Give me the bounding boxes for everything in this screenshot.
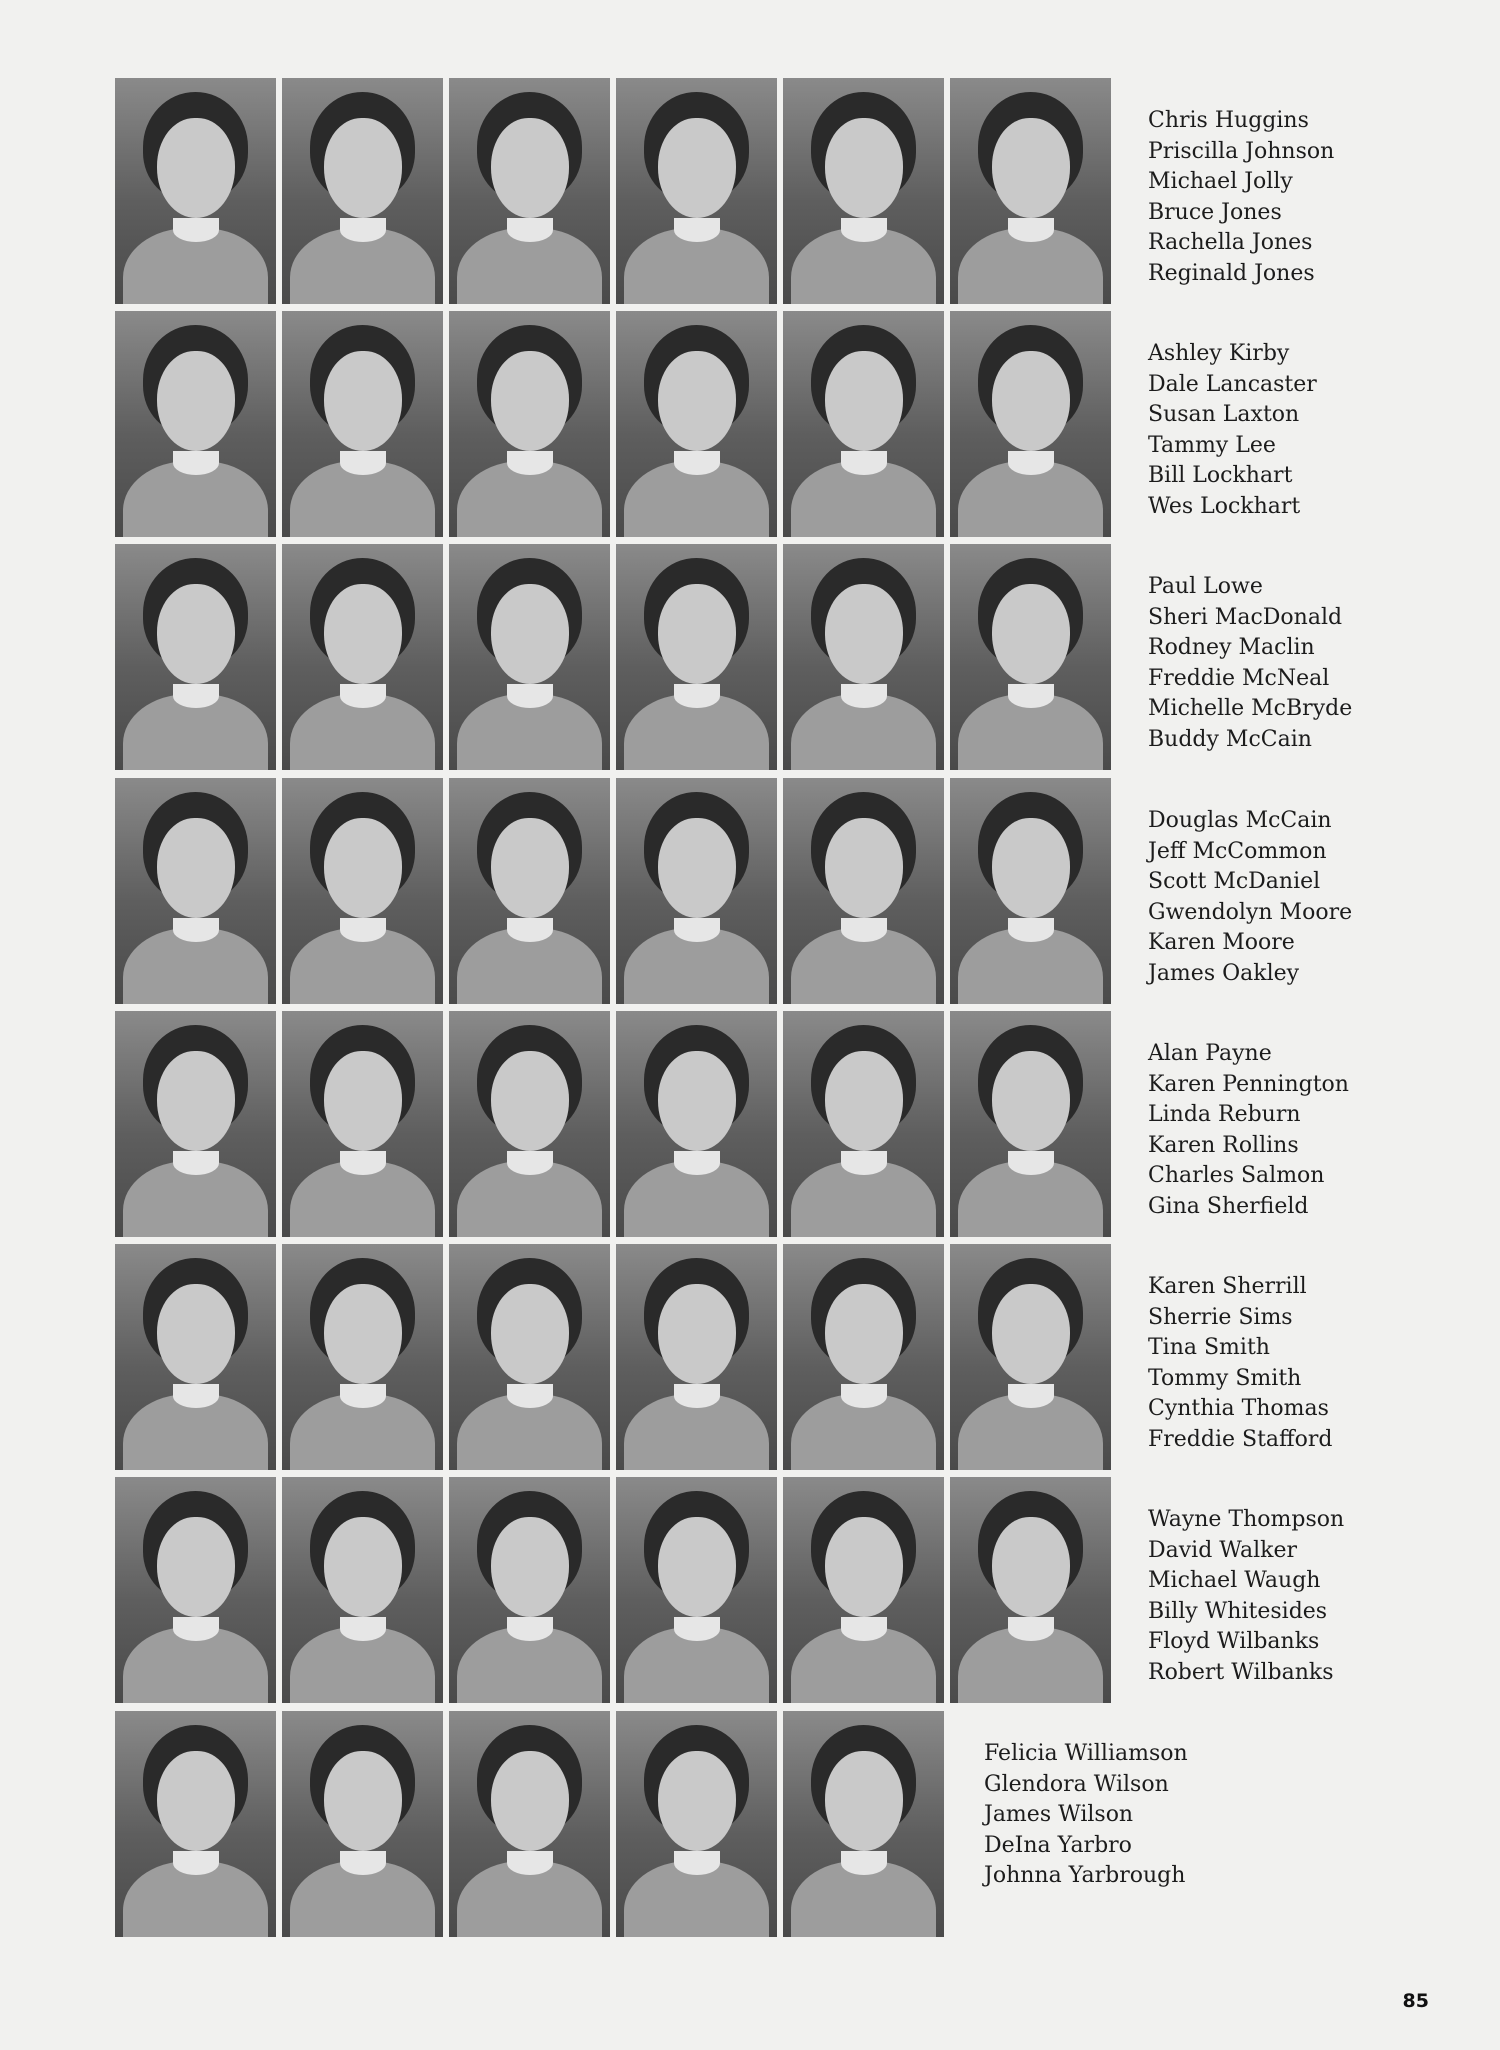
portrait-collar xyxy=(340,1384,386,1408)
student-name: Paul Lowe xyxy=(1148,574,1263,599)
portrait-face xyxy=(825,1517,903,1617)
portrait-collar xyxy=(507,451,553,475)
student-name: Gina Sherfield xyxy=(1148,1193,1309,1219)
portrait-collar xyxy=(674,1151,720,1175)
portrait-face xyxy=(324,1051,402,1151)
portrait-face xyxy=(157,818,235,918)
student-name: Felicia Williamson xyxy=(984,1741,1188,1766)
portrait-face xyxy=(992,118,1070,218)
student-portrait xyxy=(282,1244,443,1470)
student-name: Glendora Wilson xyxy=(984,1771,1169,1797)
portrait-face xyxy=(658,1517,736,1617)
portrait-face xyxy=(491,118,569,218)
portrait-face xyxy=(157,1751,235,1851)
portrait-collar xyxy=(841,1617,887,1641)
portrait-face xyxy=(491,1051,569,1151)
portrait-collar xyxy=(173,1617,219,1641)
portrait-collar xyxy=(340,1617,386,1641)
portrait-collar xyxy=(173,451,219,475)
student-portrait xyxy=(950,1011,1111,1237)
portrait-face xyxy=(992,351,1070,451)
student-portrait xyxy=(449,1011,610,1237)
student-name: Buddy McCain xyxy=(1148,726,1312,752)
student-portrait xyxy=(783,544,944,770)
student-portrait xyxy=(282,778,443,1004)
portrait-face xyxy=(658,818,736,918)
student-name: DeIna Yarbro xyxy=(984,1832,1132,1858)
portrait-face xyxy=(324,818,402,918)
student-portrait xyxy=(616,1011,777,1237)
student-name: Michael Waugh xyxy=(1148,1568,1321,1593)
student-portrait xyxy=(115,311,276,537)
student-portrait xyxy=(449,1711,610,1937)
portrait-collar xyxy=(674,1851,720,1875)
student-portrait xyxy=(449,1477,610,1703)
student-portrait xyxy=(115,778,276,1004)
student-name: James Oakley xyxy=(1148,960,1300,986)
student-name: Karen Moore xyxy=(1148,930,1295,955)
photo-row xyxy=(115,778,1415,1004)
portrait-collar xyxy=(507,684,553,708)
student-name: Alan Payne xyxy=(1148,1041,1272,1066)
student-name: James Wilson xyxy=(984,1802,1134,1827)
portrait-collar xyxy=(841,451,887,475)
student-name: Karen Sherrill xyxy=(1148,1274,1307,1299)
portrait-collar xyxy=(173,1151,219,1175)
portrait-face xyxy=(491,584,569,684)
student-name-list xyxy=(984,1739,1188,1892)
portrait-face xyxy=(825,1051,903,1151)
portrait-face xyxy=(324,1517,402,1617)
student-name: Charles Salmon xyxy=(1148,1163,1325,1188)
student-portrait xyxy=(282,544,443,770)
student-name: Sheri MacDonald xyxy=(1148,604,1343,630)
student-portrait xyxy=(449,311,610,537)
student-name: Ashley Kirby xyxy=(1148,341,1290,366)
portrait-collar xyxy=(1008,1617,1054,1641)
student-name-list xyxy=(1148,1039,1349,1222)
portrait-collar xyxy=(507,1384,553,1408)
portrait-face xyxy=(324,1751,402,1851)
portrait-collar xyxy=(507,218,553,242)
student-name: Johnna Yarbrough xyxy=(984,1863,1186,1888)
student-portrait xyxy=(950,778,1111,1004)
photo-row xyxy=(115,544,1415,770)
student-name: Freddie McNeal xyxy=(1148,665,1330,691)
student-portrait xyxy=(616,1711,777,1937)
photo-row xyxy=(115,1011,1415,1237)
portrait-face xyxy=(157,584,235,684)
student-portrait xyxy=(783,311,944,537)
student-portrait xyxy=(282,1477,443,1703)
student-portrait xyxy=(783,778,944,1004)
photo-row xyxy=(115,1711,1415,1937)
student-name: Michelle McBryde xyxy=(1148,696,1353,721)
student-portrait xyxy=(115,1711,276,1937)
portrait-face xyxy=(825,351,903,451)
portrait-collar xyxy=(674,1384,720,1408)
student-name: Scott McDaniel xyxy=(1148,869,1321,894)
student-name: Billy Whitesides xyxy=(1148,1598,1328,1624)
student-name: Jeff McCommon xyxy=(1148,838,1327,864)
student-portrait xyxy=(616,1244,777,1470)
portrait-face xyxy=(157,351,235,451)
student-name: Tommy Smith xyxy=(1148,1365,1302,1391)
student-portrait xyxy=(950,78,1111,304)
student-portrait xyxy=(783,1011,944,1237)
portrait-face xyxy=(825,1284,903,1384)
student-name: Wes Lockhart xyxy=(1148,493,1301,519)
student-portrait xyxy=(783,1244,944,1470)
portrait-face xyxy=(157,1517,235,1617)
student-portrait xyxy=(449,78,610,304)
portrait-face xyxy=(324,1284,402,1384)
student-portrait xyxy=(616,1477,777,1703)
portrait-face xyxy=(491,1284,569,1384)
photo-row xyxy=(115,1244,1415,1470)
portrait-collar xyxy=(841,1151,887,1175)
portrait-face xyxy=(992,1051,1070,1151)
student-name: Bill Lockhart xyxy=(1148,463,1293,488)
student-name: Freddie Stafford xyxy=(1148,1426,1333,1452)
portrait-collar xyxy=(1008,1384,1054,1408)
portrait-face xyxy=(157,118,235,218)
portrait-collar xyxy=(340,1151,386,1175)
portrait-face xyxy=(825,1751,903,1851)
portrait-face xyxy=(658,1751,736,1851)
student-portrait xyxy=(115,544,276,770)
portrait-collar xyxy=(1008,918,1054,942)
student-portrait xyxy=(449,778,610,1004)
student-portrait xyxy=(783,1711,944,1937)
student-name: Tammy Lee xyxy=(1148,432,1276,458)
portrait-collar xyxy=(674,1617,720,1641)
student-name: Priscilla Johnson xyxy=(1148,138,1335,164)
student-portrait xyxy=(115,1244,276,1470)
portrait-collar xyxy=(173,684,219,708)
portrait-face xyxy=(992,1517,1070,1617)
student-portrait xyxy=(449,1244,610,1470)
portrait-collar xyxy=(173,218,219,242)
student-name: Sherrie Sims xyxy=(1148,1304,1293,1330)
portrait-face xyxy=(491,351,569,451)
student-name: Karen Pennington xyxy=(1148,1071,1349,1097)
photo-row xyxy=(115,1477,1415,1703)
student-name-list xyxy=(1148,1505,1344,1688)
portrait-face xyxy=(992,584,1070,684)
student-portrait xyxy=(950,1477,1111,1703)
portrait-face xyxy=(825,584,903,684)
student-portrait xyxy=(449,544,610,770)
student-portrait xyxy=(783,1477,944,1703)
portrait-face xyxy=(157,1051,235,1151)
portrait-collar xyxy=(841,918,887,942)
student-name-list xyxy=(1148,1272,1333,1455)
student-name: Karen Rollins xyxy=(1148,1132,1299,1158)
portrait-face xyxy=(658,118,736,218)
student-name: Rodney Maclin xyxy=(1148,635,1315,660)
portrait-collar xyxy=(674,218,720,242)
student-name: Chris Huggins xyxy=(1148,108,1309,133)
portrait-collar xyxy=(841,1384,887,1408)
portrait-collar xyxy=(674,451,720,475)
student-name: Michael Jolly xyxy=(1148,169,1293,194)
portrait-face xyxy=(658,584,736,684)
student-portrait xyxy=(115,78,276,304)
portrait-collar xyxy=(1008,218,1054,242)
student-portrait xyxy=(616,78,777,304)
student-name-list xyxy=(1148,572,1352,755)
portrait-face xyxy=(992,1284,1070,1384)
portrait-face xyxy=(491,1751,569,1851)
portrait-face xyxy=(491,818,569,918)
student-portrait xyxy=(616,544,777,770)
student-portrait xyxy=(950,311,1111,537)
student-portrait xyxy=(616,778,777,1004)
portrait-face xyxy=(491,1517,569,1617)
student-name: Rachella Jones xyxy=(1148,230,1313,255)
student-portrait xyxy=(282,1011,443,1237)
portrait-collar xyxy=(507,1151,553,1175)
page-number: 85 xyxy=(1402,1990,1429,2012)
portrait-collar xyxy=(1008,684,1054,708)
student-name-list xyxy=(1148,106,1334,289)
student-name: Dale Lancaster xyxy=(1148,371,1317,397)
student-name: Cynthia Thomas xyxy=(1148,1396,1329,1421)
portrait-collar xyxy=(173,1384,219,1408)
portrait-collar xyxy=(340,684,386,708)
portrait-collar xyxy=(340,918,386,942)
photo-row xyxy=(115,311,1415,537)
portrait-collar xyxy=(340,451,386,475)
student-portrait xyxy=(616,311,777,537)
student-name: Susan Laxton xyxy=(1148,402,1300,427)
student-name-list xyxy=(1148,339,1317,522)
student-portrait xyxy=(115,1011,276,1237)
student-portrait xyxy=(950,1244,1111,1470)
portrait-face xyxy=(825,118,903,218)
portrait-face xyxy=(992,818,1070,918)
portrait-collar xyxy=(173,1851,219,1875)
portrait-collar xyxy=(507,1851,553,1875)
portrait-face xyxy=(658,1051,736,1151)
student-name: Tina Smith xyxy=(1148,1335,1270,1360)
portrait-collar xyxy=(507,1617,553,1641)
portrait-collar xyxy=(841,1851,887,1875)
portrait-collar xyxy=(507,918,553,942)
student-name: Floyd Wilbanks xyxy=(1148,1629,1320,1654)
student-portrait xyxy=(783,78,944,304)
student-name: Linda Reburn xyxy=(1148,1102,1301,1127)
student-name: Robert Wilbanks xyxy=(1148,1659,1334,1685)
portrait-face xyxy=(658,351,736,451)
portrait-collar xyxy=(340,218,386,242)
photo-row xyxy=(115,78,1415,304)
student-portrait xyxy=(115,1477,276,1703)
portrait-face xyxy=(157,1284,235,1384)
portrait-collar xyxy=(674,684,720,708)
portrait-collar xyxy=(1008,1151,1054,1175)
portrait-face xyxy=(324,351,402,451)
student-portrait xyxy=(282,78,443,304)
student-portrait xyxy=(282,311,443,537)
portrait-collar xyxy=(674,918,720,942)
portrait-face xyxy=(324,118,402,218)
student-name: Bruce Jones xyxy=(1148,199,1282,225)
student-portrait xyxy=(282,1711,443,1937)
student-name: Wayne Thompson xyxy=(1148,1507,1345,1532)
student-name-list xyxy=(1148,806,1352,989)
portrait-face xyxy=(825,818,903,918)
portrait-collar xyxy=(173,918,219,942)
student-name: David Walker xyxy=(1148,1537,1298,1563)
student-name: Reginald Jones xyxy=(1148,260,1315,286)
portrait-face xyxy=(324,584,402,684)
student-portrait xyxy=(950,544,1111,770)
portrait-collar xyxy=(340,1851,386,1875)
portrait-collar xyxy=(841,218,887,242)
student-name: Gwendolyn Moore xyxy=(1148,899,1353,925)
portrait-collar xyxy=(841,684,887,708)
portrait-face xyxy=(658,1284,736,1384)
student-name: Douglas McCain xyxy=(1148,808,1332,833)
portrait-collar xyxy=(1008,451,1054,475)
